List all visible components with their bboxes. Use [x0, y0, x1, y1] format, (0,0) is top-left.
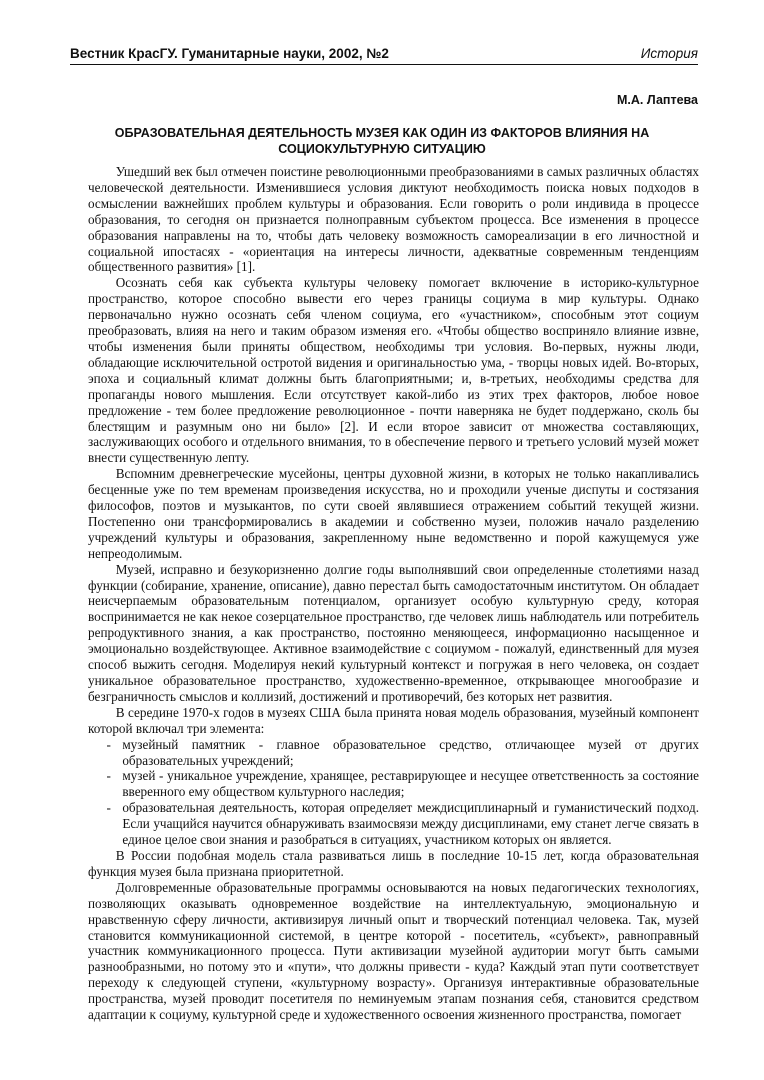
elements-list — [88, 737, 699, 848]
article-title: ОБРАЗОВАТЕЛЬНАЯ ДЕЯТЕЛЬНОСТЬ МУЗЕЯ КАК ОДИН ИЗ ФАКТОРОВ ВЛИЯНИЯ НА СОЦИОКУЛЬТУРНУЮ СИТУАЦИЮ — [114, 126, 650, 156]
author-name: М.А. Лаптева — [617, 93, 698, 107]
paragraph-4: Музей, исправно и безукоризненно долгие годы выполнявший свои определенные столетиями назад функции (собирание, хранение, описание), давно перестал быть самодостаточным институтом. Он обладает неисчерпаемым образовательным потенциалом, организует особую культурную среду, которая воспринимается не как некое созерцательное пространство, где человек лишь наблюдатель или потребитель репродуктивного знания, а как пространство, постоянно меняющееся, информационно насыщенное и эмоционально воздействующее. Активное взаимодействие с социумом - пожалуй, единственный для музея способ выжить сегодня. Моделируя некий культурный контекст и погружая в него человека, он создает уникальное образовательное пространство, художественно-временное, открывающее многообразие и безграничность смыслов и коллизий, достижений и противоречий, без которых нет развития. — [88, 561, 699, 704]
list-item-text: музейный памятник - главное образовательное средство, отличающее музей от других образовательных учреждений; — [122, 736, 699, 768]
section-name: История — [640, 46, 698, 61]
paragraph-2: Осознать себя как субъекта культуры человеку помогает включение в историко-культурное пространство, которое способно вывести его через границы социума в мир культуры. Однако первоначально нужно осознать себя членом социума, его «участником», способным этот социум преобразовать, влияя на него и таким образом изменяя его. «Чтобы общество восприняло влияние извне, чтобы изменения были приняты обществом, необходимы три условия. Во-первых, нужны люди, обладающие исключительной остротой видения и оригинальностью ума, - творцы новых идей. Во-вторых, эпоха и социальный климат должны быть благоприятными; и, в-третьих, необходимы средства для пропаганды нового мышления. Если отсутствует какой-либо из этих трех факторов, любое новое предложение - тем более предложение революционное - почти наверняка не будет поддержано, сколь бы блестящим и разумным оно ни было» [2]. И если второе зависит от множества составляющих, заслуживающих особого и отдельного внимания, то в обеспечение первого и третьего условий музей может внести существенную лепту. — [88, 275, 699, 466]
list-dash: - — [106, 800, 111, 816]
running-header — [70, 44, 698, 64]
list-item-text: образовательная деятельность, которая определяет междисциплинарный и гуманистический подход. Если учащийся научится обнаруживать взаимосвязи между дисциплинами, ему станет легче связать в единое целое свои знания и разобраться в ситуациях, участником которых он является. — [122, 800, 699, 848]
article-body — [88, 164, 699, 1023]
paragraph-1: Ушедший век был отмечен поистине революционными преобразованиями в самых различных областях человеческой деятельности. Изменившиеся условия диктуют необходимость поиска новых подходов в осмыслении важнейших проблем культуры и образования. Если говорить о роли индивида в процессе образования, то сегодня он признается полноправным субъектом процесса. Все изменения в процессе образования направлены на то, чтобы дать человеку возможность самореализации в его личностной и социальной ипостасях - «ориентация на интересы личности, адекватные современным тенденциям общественного развития» [1]. — [88, 164, 699, 275]
list-item — [106, 768, 699, 800]
list-item — [106, 736, 699, 769]
list-item — [106, 800, 699, 848]
list-item-text: музей - уникальное учреждение, хранящее, реставрирующее и несущее ответственность за состояние вверенного ему обществом культурного наследия; — [122, 768, 699, 800]
header-rule — [70, 64, 698, 65]
paragraph-3: Вспомним древнегреческие мусейоны, центры духовной жизни, в которых не только накапливались бесценные уже по тем временам произведения искусства, но и проходили ученые диспуты и состязания философов, поэтов и музыкантов, по сути своей являвшиеся отражением событий текущей жизни. Постепенно они трансформировались в академии и собственно музеи, положив начало разделению учреждений культуры и образования, закрепленному ныне ведомственно и порой кажущемуся уже непреодолимым. — [88, 466, 699, 561]
list-dash: - — [106, 768, 111, 784]
list-dash: - — [106, 736, 111, 752]
paragraph-6: В России подобная модель стала развиваться лишь в последние 10-15 лет, когда образовательная функция музея была признана приоритетной. — [88, 847, 699, 879]
paragraph-5: В середине 1970-х годов в музеях США была принята новая модель образования, музейный компонент которой включал три элемента: — [88, 704, 699, 736]
journal-title: Вестник КрасГУ. Гуманитарные науки, 2002, №2 — [70, 46, 389, 61]
paragraph-7: Долговременные образовательные программы основываются на новых педагогических технологиях, позволяющих оказывать одновременное воздействие на интеллектуальную, эмоциональную и нравственную сферу личности, активизируя личный опыт и творческий потенциал человека. Так, музей становится коммуникационной системой, в центре которой - посетитель, «субъект», равноправный участник коммуникационного процесса. Пути активизации музейной аудитории могут быть самыми разнообразными, но потому это и «пути», что должны привести - куда? Каждый этап пути соответствует переходу к следующей ступени, «культурному возрасту». Организуя интерактивные образовательные пространства, музей проводит посетителя по неминуемым этапам познания себя, становится средством адаптации к социуму, культурной среде и художественного освоения жизненного пространства, помогает — [88, 879, 699, 1023]
